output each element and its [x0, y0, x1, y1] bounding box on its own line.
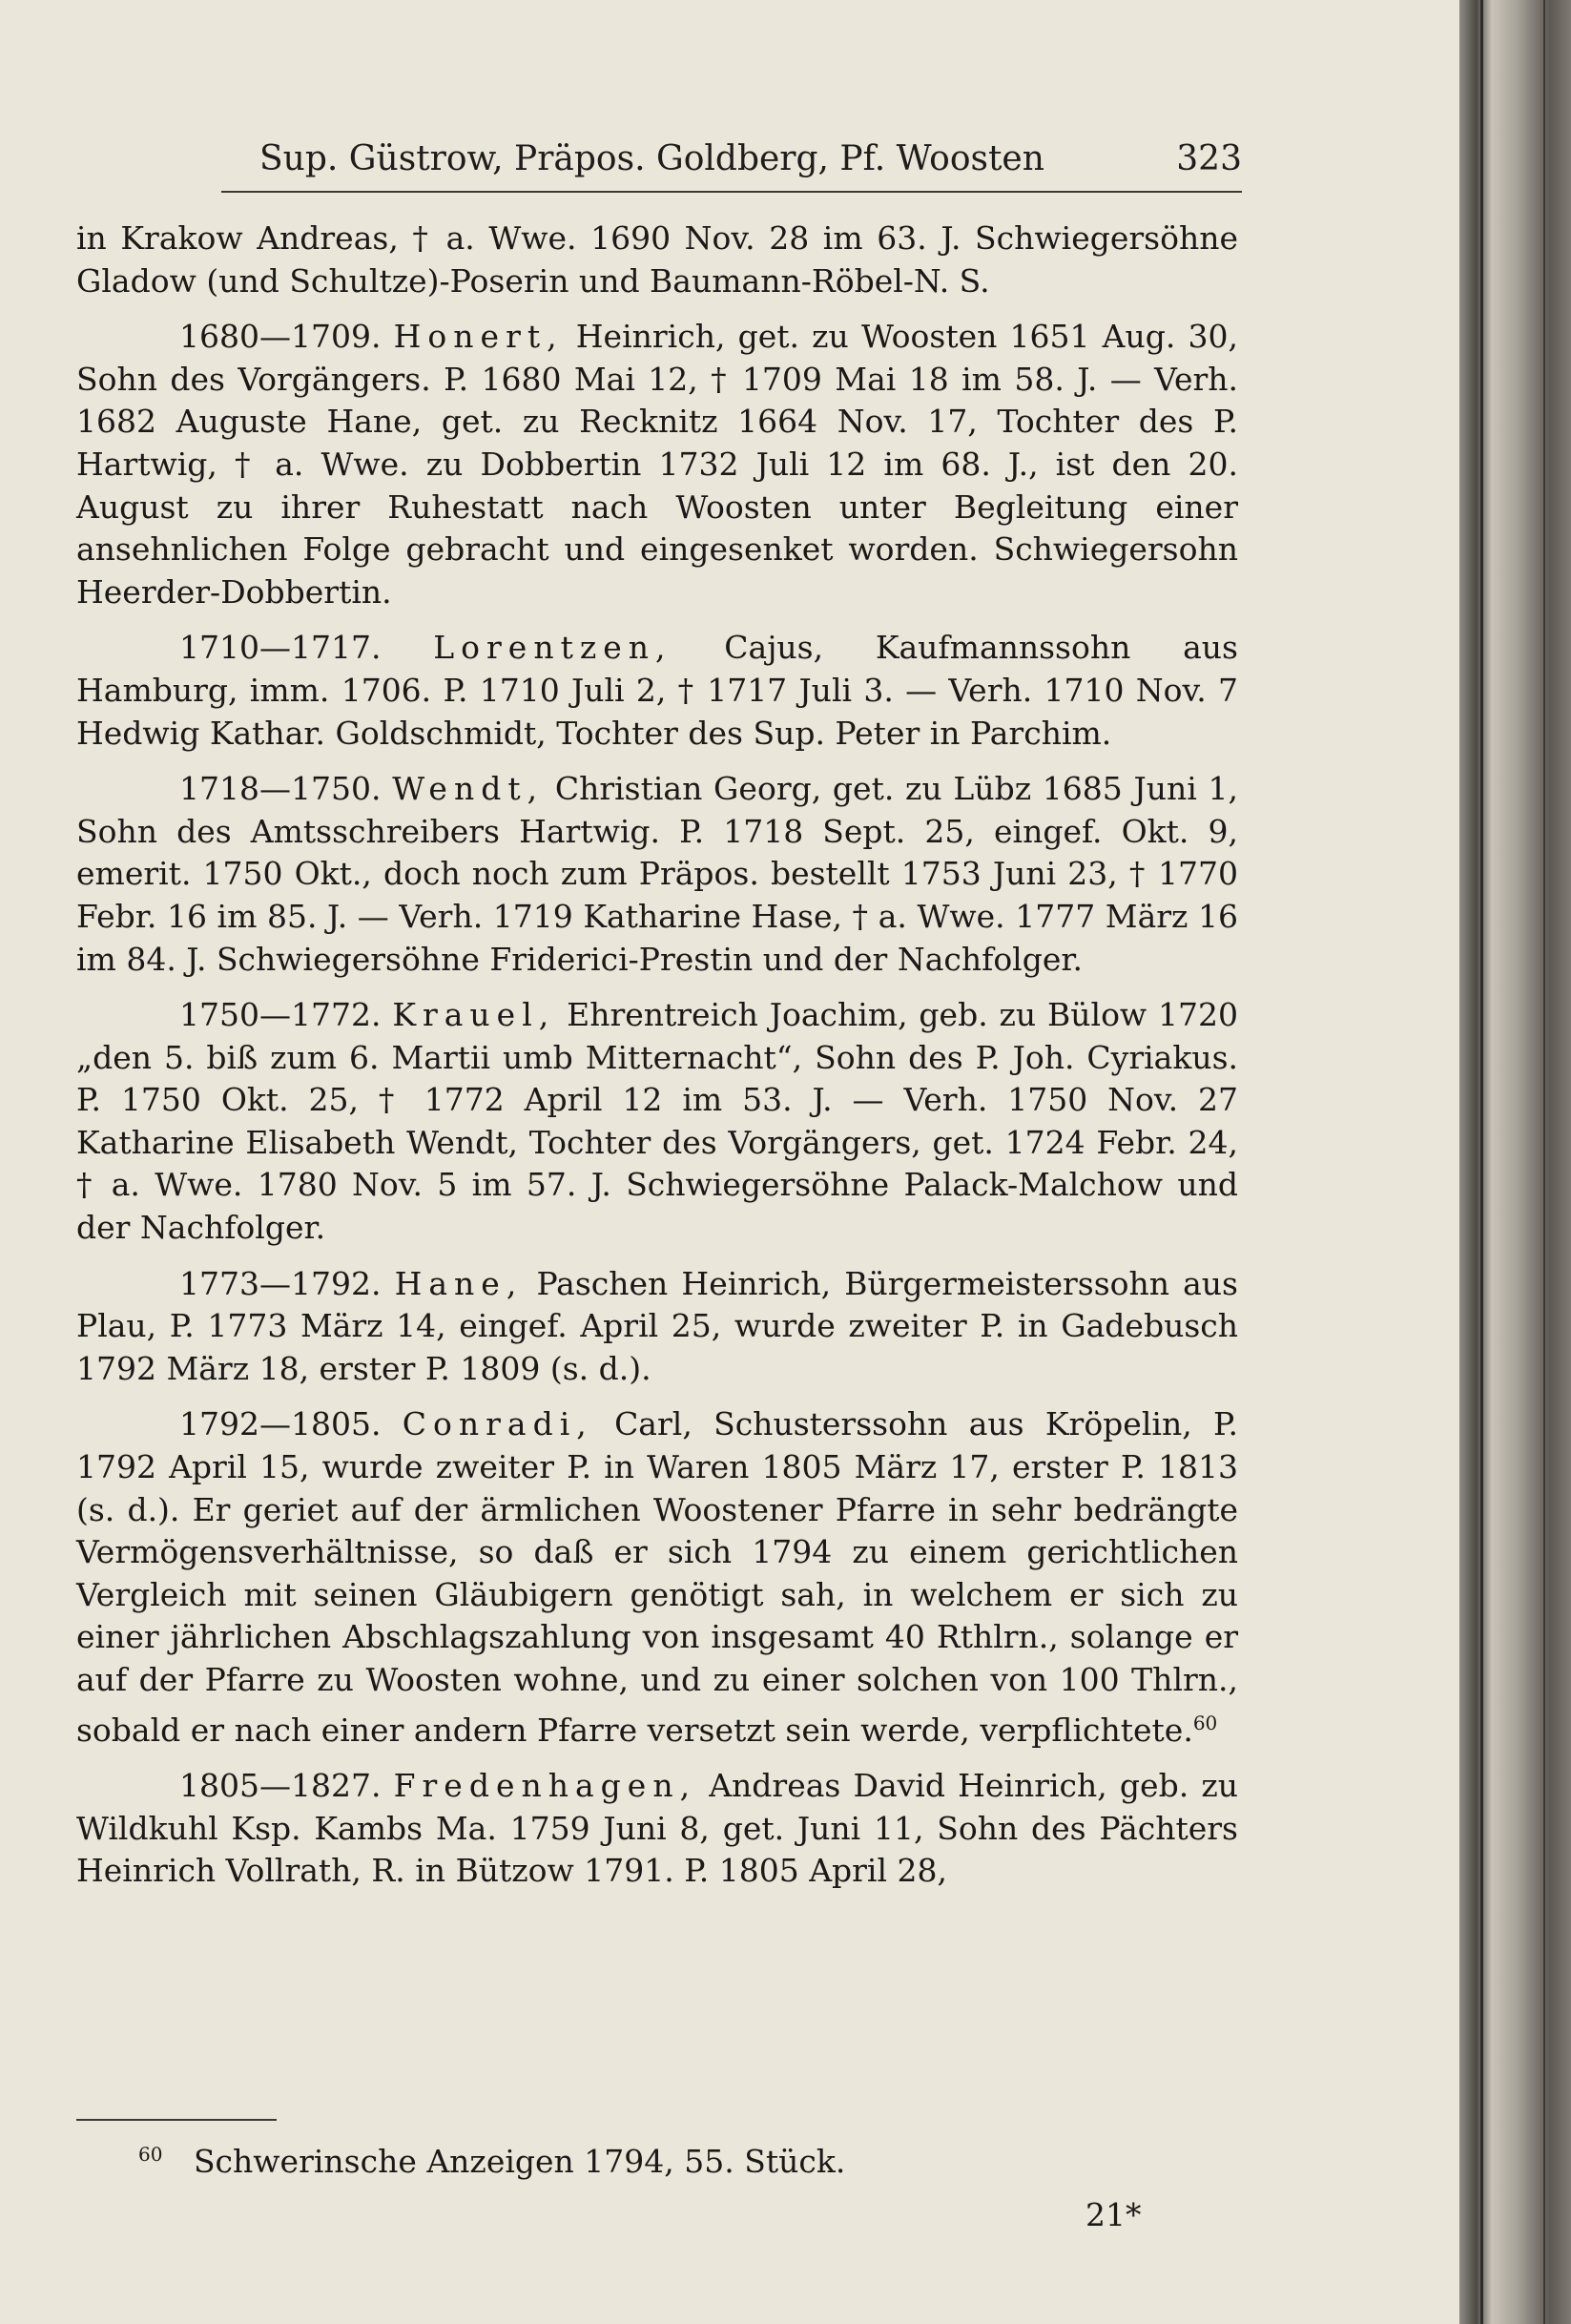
- gutter-line: [1543, 0, 1545, 2324]
- entry-fredenhagen: [76, 1765, 1238, 1893]
- entry-hane: [76, 1263, 1238, 1391]
- entry-years: 1792—1805.: [179, 1405, 382, 1443]
- entry-text: Andreas David Heinrich, geb. zu Wildkuhl Ksp. Kambs Ma. 1759 Juni 8, get. Juni 11, Sohn des Pächters Heinrich Vollrath, R. in Bützow 1791. P. 1805 April 28,: [76, 1767, 1238, 1890]
- entry-honert: [76, 316, 1238, 613]
- entry-years: 1718—1750.: [179, 770, 382, 808]
- entry-name: Lorentzen,: [433, 629, 672, 667]
- entry-text: Ehrentreich Joachim, geb. zu Bülow 1720 „den 5. biß zum 6. Martii umb Mitternacht“, Sohn des P. Joh. Cyriakus. P. 1750 Okt. 25, † 1772 April 12 im 53. J. — Verh. 1750 Nov. 27 Katharine Elisabeth Wendt, Tochter des Vorgängers, get. 1724 Febr. 24, † a. Wwe. 1780 Nov. 5 im 57. J. Schwiegersöhne Palack-Malchow und der Nachfolger.: [76, 996, 1239, 1247]
- page-number: 323: [1176, 139, 1242, 178]
- paragraph-continuation: [76, 218, 1238, 302]
- entry-text: Paschen Heinrich, Bürgermeisterssohn aus Plau, P. 1773 März 14, eingef. April 25, wurde zweiter P. in Gadebusch 1792 März 18, erster P. 1809 (s. d.).: [76, 1264, 1238, 1387]
- entry-lorentzen: [76, 627, 1238, 755]
- entry-wendt: [76, 768, 1238, 981]
- entry-name: Fredenhagen,: [393, 1767, 697, 1805]
- entry-krauel: [76, 994, 1238, 1250]
- entry-name: Krauel,: [392, 996, 556, 1034]
- paragraph-text: in Krakow Andreas, † a. Wwe. 1690 Nov. 28 im 63. J. Schwiegersöhne Gladow (und Schultze)-Poserin und Baumann-Röbel-N. S.: [76, 219, 1238, 300]
- entry-conradi: [76, 1403, 1238, 1752]
- footnote-mark: 60: [138, 2143, 163, 2166]
- entry-years: 1750—1772.: [179, 996, 382, 1034]
- entry-name: Conradi,: [402, 1405, 593, 1443]
- entry-name: Honert,: [393, 318, 564, 356]
- printer-signature: 21*: [1085, 2196, 1142, 2233]
- header-rule: [221, 191, 1242, 193]
- entry-text: Christian Georg, get. zu Lübz 1685 Juni 1, Sohn des Amtsschreibers Hartwig. P. 1718 Sept. 25, eingef. Okt. 9, emerit. 1750 Okt., doch noch zum Präpos. bestellt 1753 Juni 23, † 1770 Febr. 16 im 85. J. — Verh. 1719 Katharine Hase, † a. Wwe. 1777 März 16 im 84. J. Schwiegersöhne Friderici-Prestin und der Nachfolger.: [76, 770, 1238, 978]
- gutter-line: [1480, 0, 1483, 2324]
- entry-years: 1710—1717.: [179, 629, 382, 667]
- footnote-reference: 60: [1192, 1711, 1218, 1734]
- entry-text: Heinrich, get. zu Woosten 1651 Aug. 30, Sohn des Vorgängers. P. 1680 Mai 12, † 1709 Mai 18 im 58. J. — Verh. 1682 Auguste Hane, get. zu Recknitz 1664 Nov. 17, Tochter des P. Hartwig, † a. Wwe. zu Dobbertin 1732 Juli 12 im 68. J., ist den 20. August zu ihrer Ruhestatt nach Woosten unter Begleitung einer ansehnlichen Folge gebracht und eingesenket worden. Schwiegersohn Heerder-Dobbertin.: [76, 318, 1238, 611]
- running-header-title: Sup. Güstrow, Präpos. Goldberg, Pf. Woosten: [259, 139, 1044, 178]
- footnote-text: Schwerinsche Anzeigen 1794, 55. Stück.: [193, 2143, 846, 2180]
- entry-text: Carl, Schusterssohn aus Kröpelin, P. 1792 April 15, wurde zweiter P. in Waren 1805 März 17, erster P. 1813 (s. d.). Er geriet auf der ärmlichen Woostener Pfarre in sehr bedrängte Vermögensverhältnisse, so daß er sich 1794 zu einem gerichtlichen Vergleich mit seinen Gläubigern genötigt sah, in welchem er sich zu einer jährlichen Abschlagszahlung von insgesamt 40 Rthlrn., solange er auf der Pfarre zu Woosten wohne, und zu einer solchen von 100 Thlrn., sobald er nach einer andern Pfarre versetzt sein werde, verpflichtete.: [76, 1405, 1238, 1749]
- entry-years: 1680—1709.: [179, 318, 382, 356]
- entry-name: Hane,: [394, 1264, 524, 1302]
- running-header: [221, 139, 1242, 189]
- entry-text: Cajus, Kaufmannssohn aus Hamburg, imm. 1706. P. 1710 Juli 2, † 1717 Juli 3. — Verh. 1710 Nov. 7 Hedwig Kathar. Goldschmidt, Tochter des Sup. Peter in Parchim.: [76, 629, 1238, 752]
- entry-name: Wendt,: [392, 770, 545, 808]
- book-gutter-edge: [1459, 0, 1571, 2324]
- entry-years: 1805—1827.: [179, 1767, 382, 1805]
- entry-years: 1773—1792.: [179, 1264, 382, 1302]
- footnote: [138, 2133, 1188, 2183]
- page-body: [76, 218, 1238, 1906]
- footnote-rule: [76, 2119, 277, 2121]
